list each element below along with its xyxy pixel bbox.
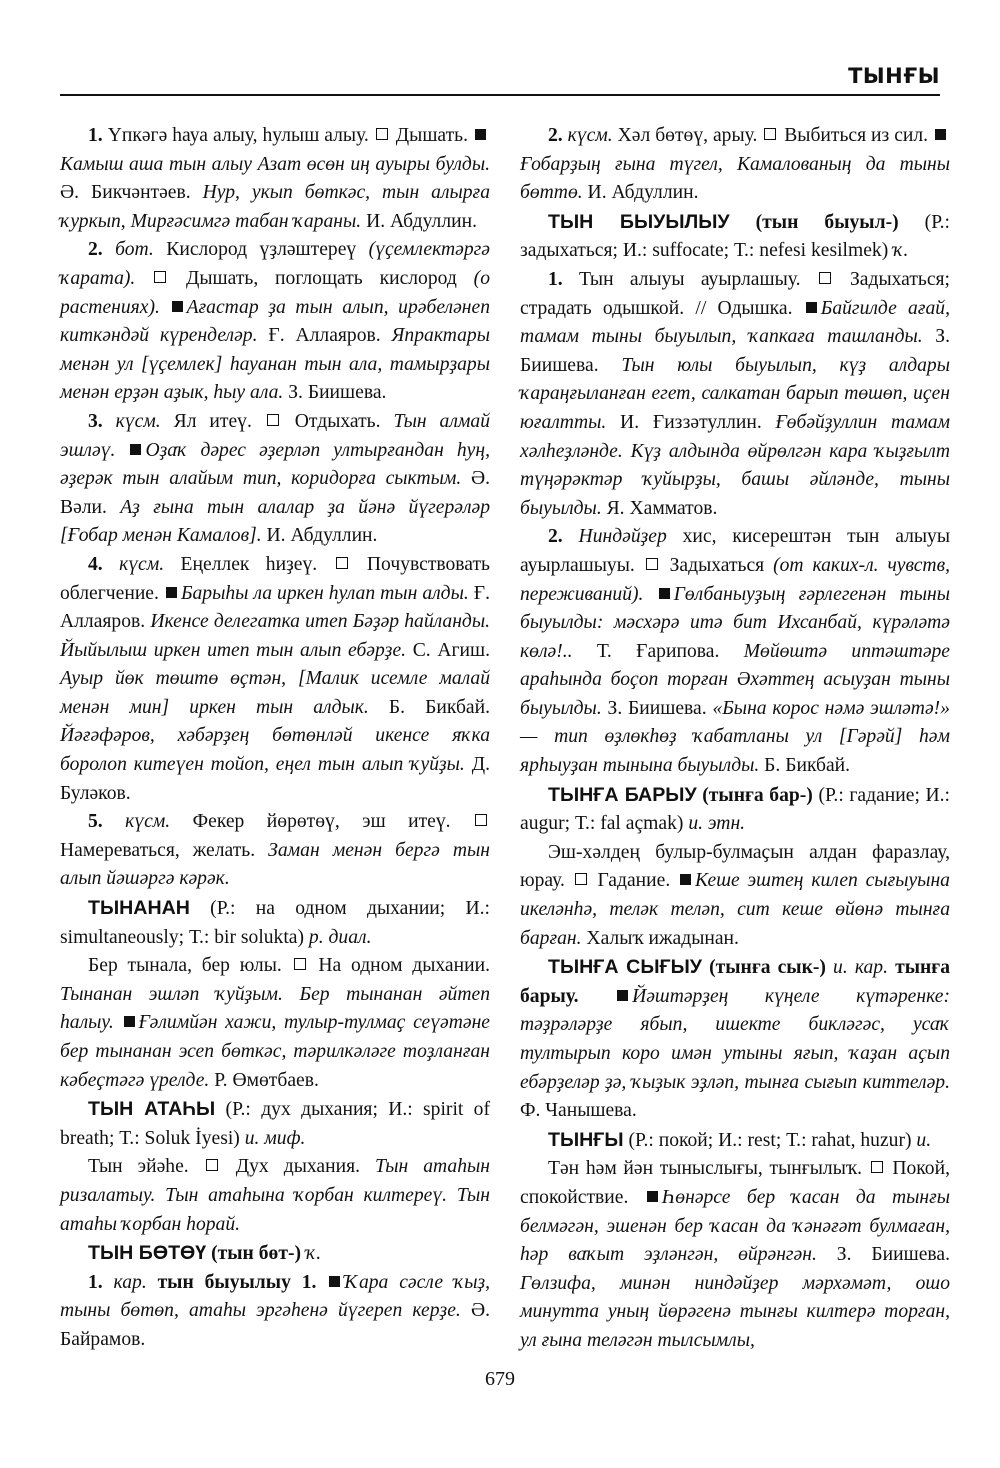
body-text: Хәл бөтөү, арыу. bbox=[612, 125, 763, 146]
italic-text: Тын алмай эшләү. bbox=[60, 410, 490, 461]
body-text: Задыхаться; страдать одышкой. // Одышка. bbox=[520, 268, 950, 319]
sense-number: 3. bbox=[88, 410, 116, 432]
italic-text: Аҙ ғына тын алалар ҙа йәнә йүгерәләр [Ғобар менән Камалов]. bbox=[60, 496, 490, 547]
italic-text: Ҡара сәсле ҡыҙ, тыны бөтөп, атаһы эргәһенә йүгереп керҙе. bbox=[60, 1271, 491, 1322]
italic-text: р. диал. bbox=[308, 926, 372, 948]
headword: ТЫН БЫУЫЛЫУ bbox=[548, 210, 730, 233]
italic-text: ҡ. bbox=[305, 1243, 322, 1265]
body-text: Отдыхать. bbox=[281, 410, 394, 432]
body-text: Ф. Чанышева. bbox=[520, 1100, 637, 1122]
body-text: Гадание. bbox=[589, 870, 679, 892]
running-head-word: ТЫНҒЫ bbox=[848, 64, 940, 88]
example-marker-icon bbox=[680, 874, 691, 885]
entry-paragraph-l1 bbox=[60, 122, 490, 236]
italic-text: күсм. bbox=[567, 125, 613, 146]
body-text: Тын алыуы ауырлашыу. bbox=[578, 268, 817, 290]
body-text: С. Агиш. bbox=[406, 639, 490, 661]
italic-text: и. кар. bbox=[833, 957, 888, 979]
italic-text: (үҫемлектәргә ҡарата). bbox=[60, 239, 490, 289]
body-text bbox=[114, 1012, 122, 1033]
body-text bbox=[730, 212, 756, 233]
headword: ТЫН АТАҺЫ bbox=[88, 1098, 216, 1121]
left-column bbox=[60, 122, 490, 1355]
russian-equivalent-marker-icon bbox=[764, 128, 776, 140]
italic-text: Тынанан эшләп ҡуйҙым. Бер тынанан әйтеп һалыу. bbox=[60, 983, 490, 1034]
body-text: (Р.: гадание; И.: augur; Т.: fal açmak) bbox=[520, 784, 950, 835]
italic-text: Ауыр йөк төштө өҫтән, [Малик исемле малай менән мин] иркен тын алдык. bbox=[60, 668, 490, 718]
italic-text: күсм. bbox=[125, 811, 171, 833]
italic-text: Кеше эштең килеп сығыуына икеләнһә, теләк теләп, сит кеше өйөнә тынға барған. bbox=[520, 870, 950, 949]
body-text bbox=[643, 584, 656, 605]
sense-number: 1. bbox=[88, 125, 108, 146]
body-text: Үпкәгә һауа алыу, һулыш алыу. bbox=[107, 125, 374, 146]
body-text: Дышать, поглощать кислород bbox=[169, 267, 474, 289]
entry-paragraph-r9 bbox=[520, 1155, 950, 1355]
body-text: Ғ. Аллаяров. bbox=[60, 582, 491, 633]
body-text: Дышать. bbox=[390, 125, 473, 146]
body-text bbox=[826, 957, 833, 978]
entry-paragraph-l4 bbox=[60, 551, 490, 808]
body-text: Еңеллек һиҙеү. bbox=[164, 553, 334, 575]
body-text: Эш-хәлдең булыр-булмаҫын алдан фаразлау, юрау. bbox=[520, 841, 950, 892]
body-text: Тән һәм йән тыныслығы, тынғылыҡ. bbox=[548, 1158, 869, 1180]
body-text: Ял итеү. bbox=[160, 410, 265, 432]
body-text: Намереваться, желать. bbox=[60, 839, 269, 861]
body-text: Почувствовать облегчение. bbox=[60, 553, 490, 604]
italic-text: Йәғәфәров, хәбәрҙең бөтөнләй икенсе яҡка боролоп китеүен тойоп, еңел тын алып ҡуйҙы. bbox=[60, 725, 490, 776]
body-text: И. Абдуллин. bbox=[261, 525, 378, 547]
running-head bbox=[60, 60, 940, 96]
body-text: И. Абдуллин. bbox=[582, 182, 699, 204]
body-text bbox=[579, 986, 616, 1007]
entry-paragraph-l8 bbox=[60, 1095, 490, 1153]
body-text: Р. Өмөтбаев. bbox=[209, 1069, 319, 1091]
entry-paragraph-l7 bbox=[60, 952, 490, 1095]
entry-paragraph-r2 bbox=[520, 208, 950, 266]
sense-number: 1. bbox=[88, 1271, 114, 1293]
body-text: З. Биишева. bbox=[283, 382, 387, 404]
entry-paragraph-l3 bbox=[60, 408, 490, 551]
body-text: На одном дыхании. bbox=[308, 955, 490, 977]
sense-number: 1. bbox=[548, 268, 579, 290]
italic-text: Ғобарҙың ғына түгел, Камалованың да тыны бөттө. bbox=[520, 153, 950, 204]
bold-text: (тынға сык-) bbox=[709, 957, 826, 979]
russian-equivalent-marker-icon bbox=[819, 272, 831, 284]
body-text: Б. Бикбай. bbox=[759, 755, 851, 777]
example-marker-icon bbox=[130, 444, 141, 455]
entry-paragraph-l2 bbox=[60, 236, 490, 408]
entry-paragraph-r7 bbox=[520, 953, 950, 1126]
body-text bbox=[147, 1272, 158, 1293]
italic-text: Оҙаҡ дәрес әҙерләп ултырғандан һуң, әҙерәк тын алайым тип, коридорға сыктым. bbox=[60, 439, 490, 490]
body-text: Фекер йөрөтөү, эш итеү. bbox=[170, 811, 473, 833]
sense-number: 2. bbox=[88, 239, 116, 261]
italic-text: Гөлбаныуҙың ғәрлегенән тыны быуылды: мәсхәрә итә бит Ихсанбай, күрәләтә көлә!.. bbox=[520, 583, 950, 662]
body-text: Задыхаться bbox=[660, 554, 774, 576]
entry-paragraph-r5 bbox=[520, 781, 950, 839]
italic-text: Мөйөштә иптәштәре араһында боҫоп торған Әхәттең асыуҙан тыны быуылды. bbox=[520, 640, 951, 719]
body-text: Я. Хамматов. bbox=[601, 497, 718, 519]
example-marker-icon bbox=[935, 129, 946, 140]
russian-equivalent-marker-icon bbox=[336, 557, 348, 569]
body-text: Бер тынала, бер юлы. bbox=[88, 955, 292, 977]
body-text: Выбиться из сил. bbox=[779, 125, 934, 146]
italic-text: Барыһы ла иркен һулап тын алды. bbox=[180, 582, 469, 604]
body-text: Ғ. Аллаяров. bbox=[257, 325, 392, 347]
sense-number: 5. bbox=[88, 811, 126, 833]
body-text: (Р.: дух дыхания; И.: spirit of breath; Т.: Soluk İyesi) bbox=[60, 1099, 490, 1149]
sense-number: 2. bbox=[548, 125, 568, 146]
page-number: 679 bbox=[485, 1368, 515, 1390]
russian-equivalent-marker-icon bbox=[206, 1159, 218, 1171]
italic-text: Гөлзифа, минән ниндәйҙер мәрхәмәт, ошо минутта уның йөрәгенә тынғы килтерә торған, ул ғына теләгән тылсымлы, bbox=[520, 1272, 950, 1351]
body-text: Ә. Байрамов. bbox=[60, 1300, 490, 1350]
italic-text: Икенсе делегатка итеп Бәҙәр һайланды. Йыйылыш иркен итеп тын алып ебәрҙе. bbox=[60, 611, 491, 661]
italic-text: Ғәлимйән хажи, тулыр-тулмаҫ сеүәтәне бер тынанан эсеп бөткәс, тәрилкәләге тоҙланған кәбеҫтәгә үрелде. bbox=[60, 1012, 490, 1091]
body-text: Покой, спокойствие. bbox=[520, 1158, 950, 1208]
body-text bbox=[115, 440, 128, 461]
body-text: (Р.: покой; И.: rest; Т.: rahat, huzur) bbox=[623, 1129, 917, 1151]
body-text: И. Ғиззәтуллин. bbox=[606, 411, 776, 433]
body-text: Ә. Вәли. bbox=[60, 468, 490, 518]
body-text: Тын эйәһе. bbox=[88, 1156, 204, 1178]
italic-text: Тын атаһын ризалатыу. Тын атаһына ҡорбан килтереү. Тын атаһы ҡорбан һорай. bbox=[60, 1156, 490, 1235]
example-marker-icon bbox=[329, 1276, 340, 1287]
entry-paragraph-r4 bbox=[520, 523, 950, 780]
italic-text: Ғөбәйҙуллин тамам хәлһеҙләнде. Күҙ алдында өйрөлгән кара ҡыҙғылт түңәрәктәр ҡуйырҙы, башы әйләнде, тыны быуылды. bbox=[520, 411, 950, 519]
body-text: Б. Бикбай. bbox=[368, 696, 491, 718]
body-text: (Р.: задыхаться; И.: suffocate; Т.: nefesi kesilmek) bbox=[520, 211, 950, 262]
italic-text: и. этн. bbox=[688, 813, 746, 835]
russian-equivalent-marker-icon bbox=[154, 271, 166, 283]
example-marker-icon bbox=[172, 301, 183, 312]
entry-paragraph-l10 bbox=[60, 1239, 490, 1269]
example-marker-icon bbox=[124, 1016, 135, 1027]
example-marker-icon bbox=[475, 129, 486, 140]
russian-equivalent-marker-icon bbox=[871, 1161, 883, 1173]
body-text bbox=[160, 297, 170, 318]
italic-text: Нур, укып бөткәс, тын алырға ҡуркып, Мирғәсимгә табан ҡараны. bbox=[60, 182, 490, 232]
bold-text: тын быуылыу 1. bbox=[157, 1271, 317, 1293]
headword: ТЫНҒА БАРЫУ bbox=[548, 783, 697, 806]
body-text: Кислород үҙләштереү bbox=[153, 239, 369, 261]
headword: ТЫН БӨТӨҮ bbox=[88, 1242, 207, 1265]
italic-text: Камыш аша тын алыу Азат өсөн иң ауыры булды. bbox=[60, 153, 490, 175]
italic-text: кар. bbox=[113, 1271, 147, 1293]
italic-text: күсм. bbox=[115, 410, 161, 432]
italic-text: Заман менән бергә тын алып йәшәргә кәрәк. bbox=[60, 839, 490, 890]
entry-paragraph-l9 bbox=[60, 1153, 490, 1239]
example-marker-icon bbox=[647, 1191, 658, 1202]
entry-paragraph-l5 bbox=[60, 808, 490, 894]
body-text: Ә. Бикчәнтәев. bbox=[60, 182, 203, 204]
italic-text: бот. bbox=[115, 239, 154, 261]
body-text bbox=[135, 268, 152, 289]
russian-equivalent-marker-icon bbox=[294, 958, 306, 970]
bold-text: тынға барыу. bbox=[520, 957, 951, 1007]
bold-text: (тын бөт-) bbox=[211, 1243, 301, 1265]
body-text: Дух дыхания. bbox=[220, 1156, 376, 1178]
russian-equivalent-marker-icon bbox=[267, 414, 279, 426]
example-marker-icon bbox=[617, 990, 628, 1001]
italic-text: Һөнәрсе бер ҡасан да тынғы белмәгән, эшенән бер ҡасан да ҡәнәғәт булмаған, һәр ваҡыт эҙләнгән, өйрәнгән. bbox=[520, 1186, 951, 1266]
russian-equivalent-marker-icon bbox=[646, 558, 658, 570]
example-marker-icon bbox=[166, 587, 177, 598]
sense-number: 2. bbox=[548, 526, 579, 548]
headword: ТЫНҒЫ bbox=[548, 1128, 624, 1151]
italic-text: Ниндәйҙер bbox=[578, 526, 667, 548]
body-text: З. Биишева. bbox=[816, 1244, 950, 1266]
example-marker-icon bbox=[806, 302, 817, 313]
italic-text: Йәштәрҙең күңеле күтәренке: тәҙрәләрҙе ябып, ишекте бикләгәс, усаҡ тултырып коро имән утыны яғып, ҡаҙан аҫып ебәрҙеләр ҙә, ҡыҙык эҙләп, тынға сығып киттеләр. bbox=[520, 985, 950, 1093]
russian-equivalent-marker-icon bbox=[575, 873, 587, 885]
italic-text: (о растениях). bbox=[60, 267, 490, 318]
body-text: З. Биишева. bbox=[520, 326, 950, 376]
entry-paragraph-r1 bbox=[520, 122, 950, 208]
example-marker-icon bbox=[659, 588, 670, 599]
right-column bbox=[520, 122, 950, 1356]
body-text: Халыҡ ижадынан. bbox=[581, 927, 739, 949]
body-text: З. Биишева. bbox=[601, 697, 713, 719]
body-text: хис, кисерештән тын алыуы ауырлашыуы. bbox=[520, 526, 950, 576]
entry-paragraph-r8 bbox=[520, 1126, 950, 1156]
body-text: Т. Ғарипова. bbox=[572, 640, 744, 662]
italic-text: ҡ. bbox=[893, 240, 909, 262]
russian-equivalent-marker-icon bbox=[475, 814, 487, 826]
body-text bbox=[316, 1272, 327, 1293]
italic-text: и. миф. bbox=[244, 1127, 306, 1149]
italic-text: Байгилде ағай, тамам тыны быуылып, ҡапкаға ташланды. bbox=[520, 297, 950, 348]
italic-text: Тын юлы быуылып, күҙ алдары ҡараңғыланған егет, салкатан барып төшөп, иҫен юғалтты. bbox=[520, 354, 950, 433]
sense-number: 4. bbox=[88, 553, 120, 575]
body-text: (Р.: на одном дыхании; И.: simultaneously; Т.: bir solukta) bbox=[60, 898, 490, 948]
bold-text: (тынға бар-) bbox=[702, 784, 813, 806]
russian-equivalent-marker-icon bbox=[376, 128, 388, 140]
body-text: И. Абдуллин. bbox=[361, 210, 477, 232]
body-text: Д. Буләков. bbox=[60, 754, 490, 804]
headword: ТЫНАНАН bbox=[88, 897, 190, 920]
italic-text: «Бына корос нәмә эшләтә!» — тип өҙлөкһөҙ ҡабатланы ул [Гәрәй] һәм ярһыуҙан тынына быуылды. bbox=[520, 697, 950, 777]
italic-text: Япрактары менән ул [үҫемлек] һауанан тын ала, тамырҙары менән ерҙән аҙык, һыу ала. bbox=[60, 325, 490, 404]
italic-text: Ағастар ҙа тын алып, ирәбеләнеп киткәндәй күренделәр. bbox=[60, 296, 490, 347]
bold-text: (тын быуыл-) bbox=[755, 211, 899, 233]
entry-paragraph-l11 bbox=[60, 1269, 490, 1355]
headword: ТЫНҒА СЫҒЫУ bbox=[548, 956, 702, 979]
italic-text: (от каких-л. чувств, переживаний). bbox=[520, 554, 950, 605]
italic-text: күсм. bbox=[119, 553, 165, 575]
entry-paragraph-r3 bbox=[520, 266, 950, 523]
entry-paragraph-l6 bbox=[60, 894, 490, 952]
entry-paragraph-r6 bbox=[520, 839, 950, 953]
italic-text: и. bbox=[916, 1129, 932, 1151]
